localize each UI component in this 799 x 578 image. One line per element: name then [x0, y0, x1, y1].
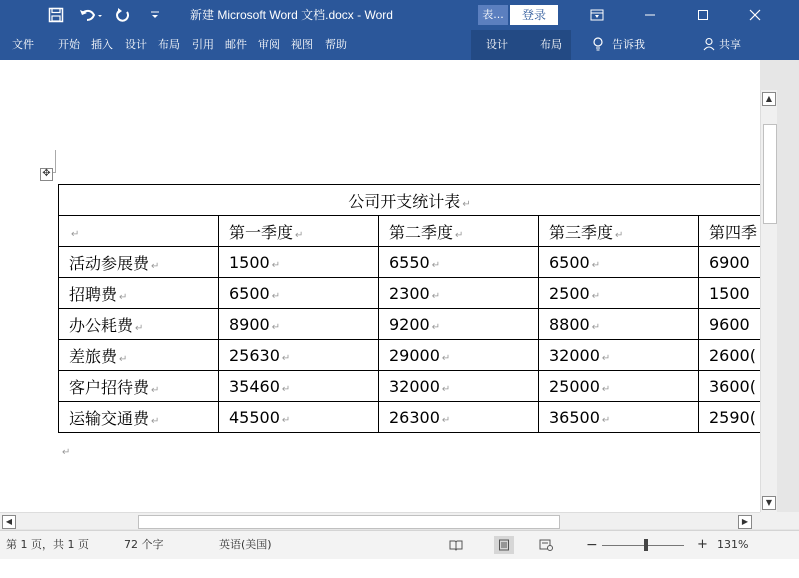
paragraph-mark: ↵: [151, 415, 160, 427]
paragraph-mark: ↵: [591, 321, 601, 333]
print-layout-icon[interactable]: [494, 536, 514, 554]
table-cell[interactable]: [219, 309, 379, 340]
paragraph-mark: ↵: [441, 414, 451, 426]
scrollbar-corner: [760, 512, 799, 529]
cell-text: 25630: [229, 345, 280, 365]
table-cell[interactable]: [59, 402, 219, 433]
cell-text: 6500: [549, 252, 590, 272]
tab-mailings[interactable]: 邮件: [225, 38, 247, 51]
cell-text: 8800: [549, 314, 590, 334]
web-layout-icon[interactable]: [536, 536, 556, 554]
cell-text: 26300: [389, 407, 440, 427]
tab-help[interactable]: 帮助: [325, 38, 347, 51]
paragraph-mark: ↵: [119, 353, 128, 365]
paragraph-mark: ↵: [462, 198, 471, 210]
table-cell[interactable]: [219, 278, 379, 309]
table-cell[interactable]: [379, 309, 539, 340]
window-title: 新建 Microsoft Word 文档.docx - Word: [190, 8, 393, 22]
paragraph-mark: ↵: [601, 383, 611, 395]
paragraph-mark: ↵: [441, 352, 451, 364]
tab-file[interactable]: 文件: [12, 38, 34, 51]
table-cell[interactable]: [699, 247, 761, 278]
table-row: [59, 371, 761, 402]
zoom-slider[interactable]: [602, 545, 684, 546]
table-title-cell[interactable]: [59, 185, 761, 216]
paragraph-mark: ↵: [151, 260, 160, 272]
cell-text: 活动参展费: [69, 253, 150, 273]
table-cell[interactable]: [219, 402, 379, 433]
paragraph-mark: ↵: [601, 414, 611, 426]
scroll-down-icon[interactable]: ▼: [762, 496, 776, 510]
cell-text: 1500: [229, 252, 270, 272]
table-row: [59, 278, 761, 309]
header-cell-text: 第二季度: [389, 222, 454, 242]
zoom-out-button[interactable]: −: [586, 537, 598, 553]
cell-text: 6550: [389, 252, 430, 272]
table-move-handle-icon[interactable]: ✥: [40, 168, 53, 181]
table-cell[interactable]: [699, 340, 761, 371]
header-cell-text: 第一季度: [229, 222, 294, 242]
table-cell[interactable]: [539, 247, 699, 278]
table-cell[interactable]: [379, 402, 539, 433]
table-cell[interactable]: [59, 216, 219, 247]
table-cell[interactable]: [539, 371, 699, 402]
paragraph-mark: ↵: [431, 290, 441, 302]
cell-text: 32000: [549, 345, 600, 365]
tab-table-layout[interactable]: 布局: [540, 38, 562, 51]
paragraph-mark: ↵: [271, 290, 281, 302]
save-icon[interactable]: [48, 0, 64, 30]
table-row: [59, 402, 761, 433]
paragraph-mark: ↵: [431, 321, 441, 333]
tab-home[interactable]: 开始: [58, 38, 80, 51]
table-row: [59, 247, 761, 278]
table-cell[interactable]: [379, 216, 539, 247]
cell-text: 差旅费: [69, 346, 118, 366]
tab-insert[interactable]: 插入: [91, 38, 113, 51]
table-cell[interactable]: [219, 340, 379, 371]
paragraph-mark: ↵: [591, 259, 601, 271]
cell-text: 1500: [709, 283, 750, 303]
vertical-scrollbar[interactable]: [760, 90, 777, 512]
tab-review[interactable]: 审阅: [258, 38, 280, 51]
table-cell[interactable]: [379, 340, 539, 371]
ribbon-display-options-icon[interactable]: [590, 0, 604, 30]
table-cell[interactable]: [379, 247, 539, 278]
cell-text: 2500: [549, 283, 590, 303]
cell-text: 9600: [709, 314, 750, 334]
paragraph-mark: ↵: [119, 291, 128, 303]
vertical-scroll-thumb[interactable]: [763, 124, 777, 224]
table-cell[interactable]: [219, 247, 379, 278]
header-cell-text: 第四季: [709, 222, 758, 242]
cell-text: 运输交通费: [69, 408, 150, 428]
minimize-icon[interactable]: [644, 0, 656, 30]
status-bar: [0, 530, 799, 559]
paragraph-mark: ↵: [455, 229, 464, 241]
title-bar: [0, 0, 799, 30]
paragraph-mark: ↵: [601, 352, 611, 364]
table-cell[interactable]: [59, 278, 219, 309]
redo-icon[interactable]: [115, 0, 131, 30]
table-cell[interactable]: [379, 371, 539, 402]
zoom-in-button[interactable]: +: [697, 537, 708, 552]
login-button[interactable]: 登录: [510, 5, 558, 25]
paragraph-mark: ↵: [71, 228, 80, 240]
maximize-icon[interactable]: [697, 0, 709, 30]
zoom-slider-thumb[interactable]: [644, 539, 648, 551]
lightbulb-icon[interactable]: [592, 30, 604, 60]
bottom-edge: [0, 559, 799, 578]
cell-text: 2590(: [709, 407, 756, 427]
horizontal-scrollbar[interactable]: [0, 512, 760, 529]
header-cell-text: 第三季度: [549, 222, 614, 242]
language-indicator[interactable]: 英语(美国): [219, 538, 272, 551]
paragraph-mark: ↵: [615, 229, 624, 241]
cell-text: 2300: [389, 283, 430, 303]
scroll-up-icon[interactable]: ▲: [762, 92, 776, 106]
read-mode-icon[interactable]: [446, 536, 466, 554]
table-cell[interactable]: [59, 309, 219, 340]
paragraph-mark: ↵: [271, 321, 281, 333]
cell-text: 客户招待费: [69, 377, 150, 397]
customize-quick-access-icon[interactable]: [150, 0, 160, 30]
table-cell[interactable]: [59, 340, 219, 371]
page-count[interactable]: 第 1 页，共 1 页: [6, 538, 89, 551]
cell-text: 6500: [229, 283, 270, 303]
paragraph-mark: ↵: [62, 447, 71, 458]
cell-text: 29000: [389, 345, 440, 365]
table-row: [59, 340, 761, 371]
paragraph-mark: ↵: [281, 352, 291, 364]
table-header-row: [59, 216, 761, 247]
expense-table[interactable]: [58, 184, 761, 433]
paragraph-mark: ↵: [431, 259, 441, 271]
table-cell[interactable]: [699, 371, 761, 402]
table-cell[interactable]: [699, 216, 761, 247]
paragraph-mark: ↵: [135, 322, 144, 334]
cell-text: 招聘费: [69, 284, 118, 304]
scroll-right-icon[interactable]: ▶: [738, 515, 752, 529]
cell-text: 32000: [389, 376, 440, 396]
cell-text: 6900: [709, 252, 750, 272]
table-cell[interactable]: [699, 278, 761, 309]
ribbon-tab-bar: [0, 30, 799, 60]
tab-references[interactable]: 引用: [192, 38, 214, 51]
table-cell[interactable]: [219, 371, 379, 402]
tab-view[interactable]: 视图: [291, 38, 313, 51]
cell-text: 8900: [229, 314, 270, 334]
tab-table-design[interactable]: 设计: [486, 38, 508, 51]
table-cell[interactable]: [539, 278, 699, 309]
paragraph-mark: ↵: [591, 290, 601, 302]
cell-text: 2600(: [709, 345, 756, 365]
table-cell[interactable]: [539, 402, 699, 433]
table-cell[interactable]: [699, 402, 761, 433]
table-row: [59, 309, 761, 340]
table-cell[interactable]: [59, 247, 219, 278]
table-cell[interactable]: [219, 216, 379, 247]
horizontal-scroll-thumb[interactable]: [138, 515, 560, 529]
paragraph-mark: ↵: [295, 229, 304, 241]
tab-design[interactable]: 设计: [125, 38, 147, 51]
paragraph-mark: ↵: [151, 384, 160, 396]
tab-layout[interactable]: 布局: [158, 38, 180, 51]
tell-me-search[interactable]: 告诉我: [612, 38, 645, 51]
paragraph-mark: ↵: [271, 259, 281, 271]
margin-corner-mark: [55, 150, 56, 172]
scroll-left-icon[interactable]: ◀: [2, 515, 16, 529]
cell-text: 3600(: [709, 376, 756, 396]
paragraph-mark: ↵: [281, 383, 291, 395]
table-tools-context-tab[interactable]: 表...: [478, 5, 508, 25]
paragraph-mark: ↵: [281, 414, 291, 426]
table-cell[interactable]: [539, 309, 699, 340]
table-title: 公司开支统计表: [348, 191, 461, 211]
share-button[interactable]: 共享: [719, 38, 741, 51]
undo-icon[interactable]: [78, 0, 104, 30]
cell-text: 办公耗费: [69, 315, 134, 335]
cell-text: 9200: [389, 314, 430, 334]
zoom-level[interactable]: 131%: [717, 538, 749, 551]
cell-text: 35460: [229, 376, 280, 396]
close-icon[interactable]: [749, 0, 761, 30]
table-cell[interactable]: [699, 309, 761, 340]
cell-text: 45500: [229, 407, 280, 427]
paragraph-mark: ↵: [441, 383, 451, 395]
share-person-icon[interactable]: [703, 30, 717, 60]
cell-text: 25000: [549, 376, 600, 396]
cell-text: 36500: [549, 407, 600, 427]
table-cell[interactable]: [539, 216, 699, 247]
table-row: [59, 185, 761, 216]
right-strip: [776, 60, 799, 512]
word-count[interactable]: 72 个字: [124, 538, 164, 551]
table-cell[interactable]: [379, 278, 539, 309]
table-cell[interactable]: [59, 371, 219, 402]
table-cell[interactable]: [539, 340, 699, 371]
